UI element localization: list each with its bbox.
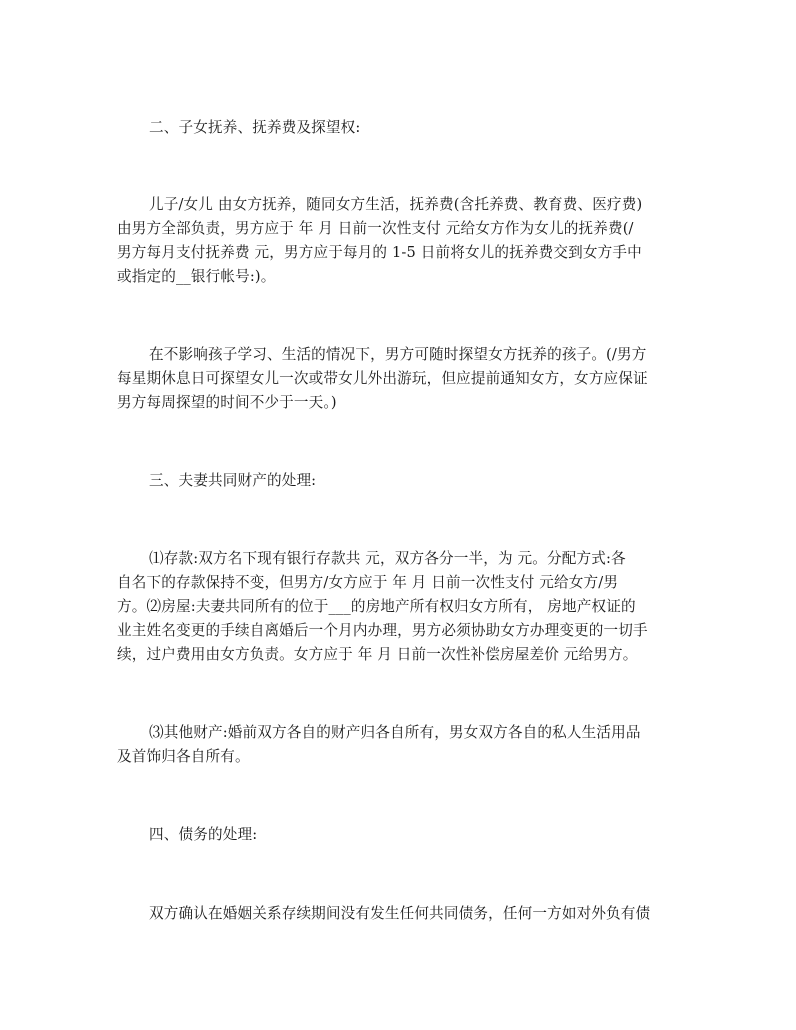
text-line: 及首饰归各自所有。: [117, 748, 250, 765]
text-line: 续，过户费用由女方负责。女方应于 年 月 日前一次性补偿房屋差价 元给男方。: [117, 646, 638, 663]
text-line: 儿子/女儿 由女方抚养，随同女方生活，抚养费(含托养费、教育费、医疗费): [149, 196, 643, 213]
text-line: 男方每周探望的时间不少于一天。): [117, 394, 337, 411]
section-heading-property: 三、夫妻共同财产的处理:: [149, 472, 317, 489]
text-line: 由男方全部负责，男方应于 年 月 日前一次性支付 元给女方作为女儿的抚养费(/: [117, 220, 634, 237]
text-line: 双方确认在婚姻关系存续期间没有发生任何共同债务，任何一方如对外负有债: [149, 905, 651, 922]
text-line: ⑶其他财产:婚前双方各自的财产归各自所有，男女双方各自的私人生活用品: [149, 724, 641, 741]
text-line: 或指定的__银行帐号:)。: [117, 268, 276, 285]
text-line: 方。⑵房屋:夫妻共同所有的位于___的房地产所有权归女方所有， 房地产权证的: [117, 598, 636, 615]
text-line: 业主姓名变更的手续自离婚后一个月内办理，男方必须协助女方办理变更的一切手: [117, 622, 648, 639]
text-line: 在不影响孩子学习、生活的情况下，男方可随时探望女方抚养的孩子。(/男方: [149, 346, 647, 363]
section-heading-debts: 四、债务的处理:: [149, 826, 258, 843]
text-line: 男方每月支付抚养费 元，男方应于每月的 1-5 日前将女儿的抚养费交到女方手中: [117, 244, 642, 261]
text-line: ⑴存款:双方名下现有银行存款共 元，双方各分一半，为 元。分配方式:各: [149, 550, 626, 567]
text-line: 自名下的存款保持不变，但男方/女方应于 年 月 日前一次性支付 元给女方/男: [117, 574, 619, 591]
section-heading-custody: 二、子女抚养、抚养费及探望权:: [149, 119, 361, 136]
text-line: 每星期休息日可探望女儿一次或带女儿外出游玩，但应提前通知女方，女方应保证: [117, 370, 648, 387]
